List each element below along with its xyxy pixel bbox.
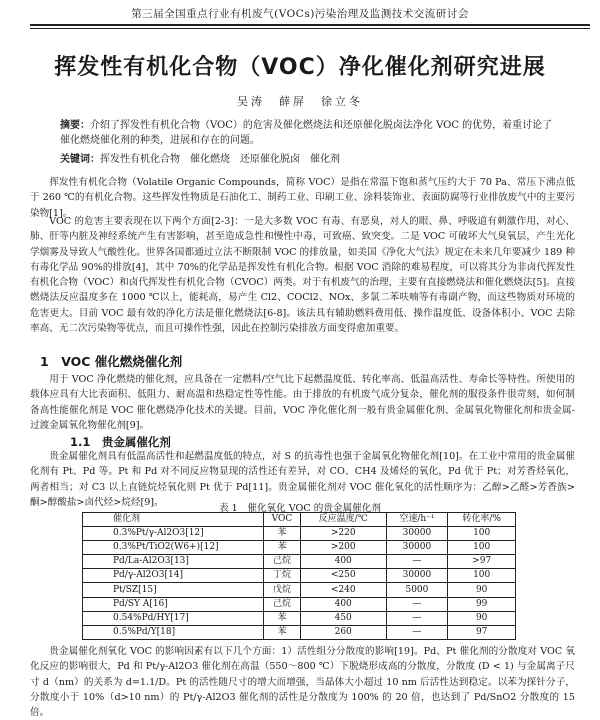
table-cell: 苯	[264, 611, 301, 625]
header-rule-thick	[30, 24, 590, 26]
table-cell: —	[386, 597, 448, 611]
section-heading-1: 1 VOC 催化燃烧催化剂	[40, 354, 183, 369]
table-cell: Pt/SZ[15]	[83, 583, 264, 597]
table-header-cell: VOC	[264, 513, 301, 527]
paper-title: 挥发性有机化合物（VOC）净化催化剂研究进展	[54, 55, 546, 80]
table-cell: Pd/La-Al2O3[13]	[83, 555, 264, 569]
table-cell: 0.5%Pd/Y[18]	[83, 625, 264, 639]
table-cell: —	[386, 625, 448, 639]
table-cell: 30000	[386, 569, 448, 583]
table-caption: 表 1 催化氧化 VOC 的贵金属催化剂	[219, 503, 381, 514]
catalyst-table	[82, 512, 516, 640]
table-cell: 99	[448, 597, 516, 611]
abstract-text: 介绍了挥发性有机化合物（VOC）的危害及催化燃烧法和还原催化脱卤法净化 VOC 的优势，着重讨论了催化燃烧催化剂的种类，进展和存在的问题。	[60, 120, 553, 146]
table-cell: 450	[300, 611, 386, 625]
table-header-cell: 催化剂	[83, 513, 264, 527]
keywords-label: 关键词：	[60, 154, 100, 165]
table-cell: 400	[300, 597, 386, 611]
subsection-heading-1-1: 1.1 贵金属催化剂	[70, 435, 171, 449]
table-cell: >97	[448, 555, 516, 569]
paragraph-voc-hazards: VOC 的危害主要表现在以下两个方面[2-3]：一是大多数 VOC 有毒、有恶臭，对人的眼、鼻、呼吸道有刺激作用，对心、肺、肝等内脏及神经系统产生有害影响，甚至造成急性和慢性中毒，可致癌、致突变。二是 VOC 可破坏大气臭氧层，产生光化学烟雾及导致人气酸性化。世界各国都通过立法不断限制 VOC 的排放量，如美国《净化大气法》规定在未来几年要减少 189 种有毒化学品 90%的排放[4]，其中 70%的化学品是挥发性有机化合物。根据 VOC 消除的难易程度，可以将其分为非卤代挥发性有机化合物（VOC）和卤代挥发性有机化合物（CVOC）两类。对于有机废气的治理，主要有直接燃烧法和催化燃烧法[5]。直接燃烧法反应温度多在 1000 ℃以上，能耗高，易产生 Cl2、COCl2、NOx、多氯二苯呋喃等有毒副产物，而这些物质对环境的危害更大。目前 VOC 最有效的净化方法是催化燃烧法[6-8]。该法具有辅助燃料费用低、操作温度低、设备体积小、VOC 去除率高、无二次污染物等优点，而且可操作性强，因此在控制污染排放方面变得愈加重要。	[30, 216, 575, 335]
table-cell: 100	[448, 569, 516, 583]
paragraph-noble-metal: 贵金属催化剂具有低温高活性和起燃温度低的特点，对 S 的抗毒性也强于金属氧化物催化剂[10]。在工业中常用的贵金属催化剂有 Pt、Pd 等。Pt 和 Pd 对不同反应物显现的活性还有差异，对 CO、CH4 及烯烃的氧化，Pd 优于 Pt；对芳香烃氧化，两者相当；对 C3 以上直链烷烃氧化则 Pt 优于 Pd[11]。贵金属催化剂对 VOC 催化氧化的活性顺序为：乙醇>乙醛>芳香族>酮>醇酸盐>卤代烃>烷烃[9]。	[30, 451, 575, 508]
table-cell: 丁烷	[264, 569, 301, 583]
table-header-cell: 反应温度/℃	[300, 513, 386, 527]
table-header-row	[83, 513, 516, 527]
table-cell: 苯	[264, 540, 301, 554]
table-row	[83, 583, 516, 597]
table-cell: >220	[300, 526, 386, 540]
table-cell: 0.54%Pd/HY[17]	[83, 611, 264, 625]
header-rule-thin	[30, 28, 590, 29]
table-cell: 苯	[264, 625, 301, 639]
table-cell: <240	[300, 583, 386, 597]
abstract	[60, 118, 560, 148]
table-cell: 400	[300, 555, 386, 569]
table-cell: 0.3%Pt/γ-Al2O3[12]	[83, 526, 264, 540]
table-cell: 30000	[386, 540, 448, 554]
table-header-cell: 转化率/%	[448, 513, 516, 527]
table-header-cell: 空速/h⁻¹	[386, 513, 448, 527]
table-cell: Pd/γ-Al2O3[14]	[83, 569, 264, 583]
table-cell: 100	[448, 526, 516, 540]
keywords-text: 挥发性有机化合物 催化燃烧 还原催化脱卤 催化剂	[100, 154, 340, 165]
table-cell: 97	[448, 625, 516, 639]
table-cell: >200	[300, 540, 386, 554]
paragraph-catalyst-requirements: 用于 VOC 净化燃烧的催化剂，应具备在一定燃料/空气比下起燃温度低、转化率高、低温高活性、寿命长等特性。所使用的载体应具有大比表面积、低阻力、耐高温和热稳定性等性能。由于排放的有机废气成分复杂，催化剂的服役条件很苛刻，如何制备高性能催化剂是 VOC 催化燃烧净化技术的关键。目前，VOC 净化催化剂一般有贵金属催化剂、金属氧化物催化剂和贵金属-过渡金属氧化物催化剂[9]。	[30, 374, 575, 431]
paragraph-influencing-factors: 贵金属催化剂氧化 VOC 的影响因素有以下几个方面：1）活性组分分散度的影响[19]。Pd、Pt 催化剂的分散度对 VOC 氧化反应的影响很大，Pd 和 Pt/γ-Al2O3 催化剂在高温（550～800 ℃）下脱烧形成高的分散度，分散度 (D < 1) 与金属离子尺寸 d（nm）的关系为 d=1.1/D。Pt 的活性随尺寸的增大而增强，当晶体大小超过 10 nm 后活性达到稳定。以苯为探针分子，分散度小于 10%（d>10 nm）的 Pt/γ-Al2O3 催化剂的活性是分散度为 100% 的 20 倍，也达到了 Pd/SnO2 分散度的 15 倍。	[30, 646, 575, 719]
table-cell: 260	[300, 625, 386, 639]
table-row	[83, 625, 516, 639]
keywords	[60, 152, 560, 167]
table-cell: —	[386, 611, 448, 625]
table-cell: —	[386, 555, 448, 569]
table-cell: 0.3%Pt/TiO2(W6+)[12]	[83, 540, 264, 554]
table-cell: 己烷	[264, 597, 301, 611]
authors: 吴涛 薛屏 徐立冬	[237, 95, 363, 108]
table-cell: 己烷	[264, 555, 301, 569]
table-row	[83, 611, 516, 625]
paragraph-voc-definition: 挥发性有机化合物（Volatile Organic Compounds，简称 VOC）是指在常温下饱和蒸气压约大于 70 Pa、常压下沸点低于 260 ℃的有机化合物。这些挥发性物质是石油化工、制药工业、印刷工业、涂料装饰业、表面防腐等行业排放废气中的主要污染物[1]。	[30, 177, 575, 219]
table-cell: 100	[448, 540, 516, 554]
table-row	[83, 555, 516, 569]
table-cell: <250	[300, 569, 386, 583]
table-cell: Pd/SY A[16]	[83, 597, 264, 611]
abstract-label: 摘要：	[60, 120, 90, 131]
table-cell: 90	[448, 583, 516, 597]
table-cell: 30000	[386, 526, 448, 540]
table-row	[83, 526, 516, 540]
table-row	[83, 597, 516, 611]
table-cell: 苯	[264, 526, 301, 540]
table-row	[83, 540, 516, 554]
table-cell: 90	[448, 611, 516, 625]
table-cell: 戊烷	[264, 583, 301, 597]
running-header: 第三届全国重点行业有机废气(VOCs)污染治理及监测技术交流研讨会	[131, 8, 469, 20]
table-row	[83, 569, 516, 583]
table-cell: 5000	[386, 583, 448, 597]
